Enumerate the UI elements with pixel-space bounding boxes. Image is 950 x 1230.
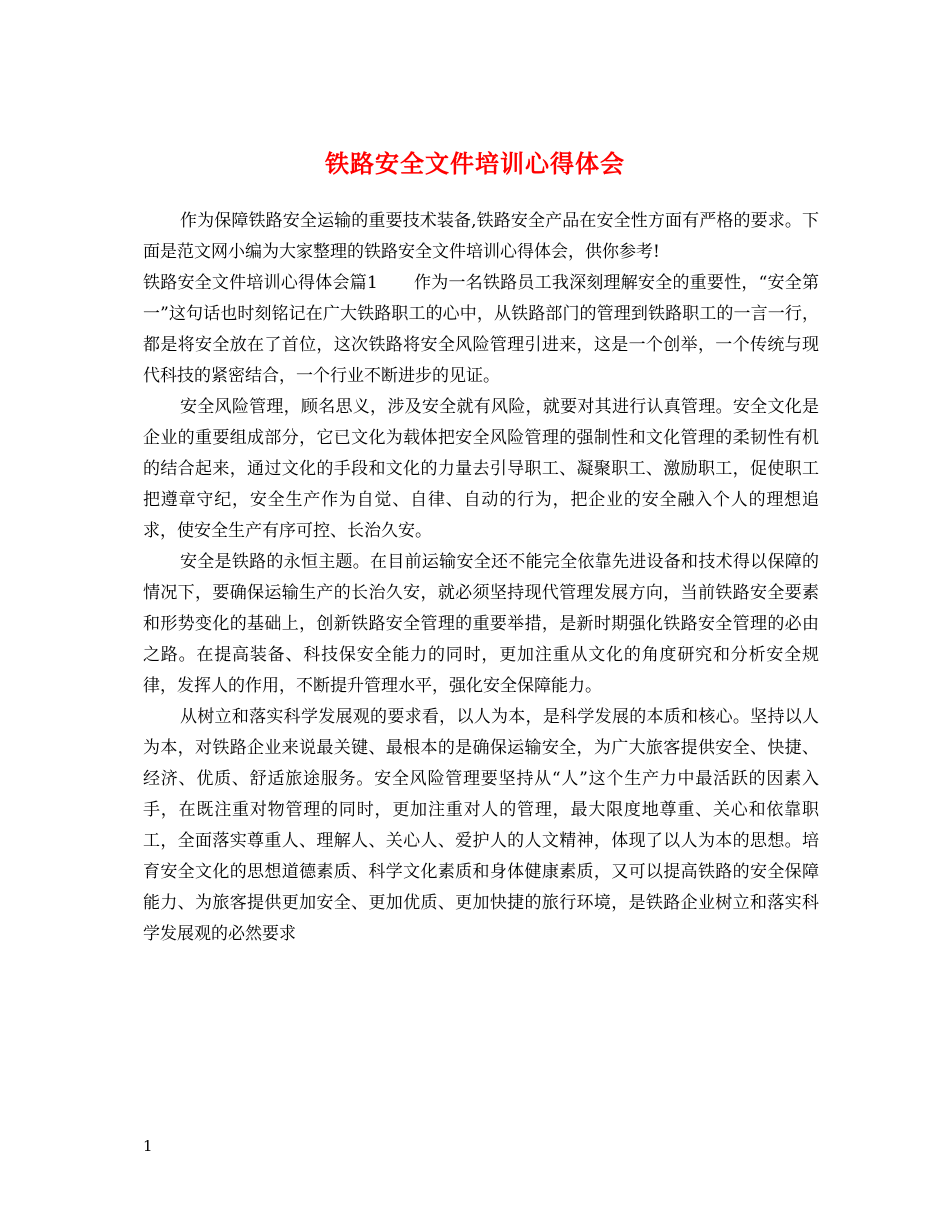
- page-title: 铁路安全文件培训心得体会: [325, 149, 625, 179]
- section-label: 铁路安全文件培训心得体会篇1: [143, 273, 378, 293]
- body-paragraph: 从树立和落实科学发展观的要求看，以人为本，是科学发展的本质和核心。坚持以人为本，对铁路企业来说最关键、最根本的是确保运输安全，为广大旅客提供安全、快捷、经济、优质、舒适旅途服务。安全风险管理要坚持从“人”这个生产力中最活跃的因素入手，在既注重对物管理的同时，更加注重对人的管理，最大限度地尊重、关心和依靠职工，全面落实尊重人、理解人、关心人、爱护人的人文精神，体现了以人为本的思想。培育安全文化的思想道德素质、科学文化素质和身体健康素质，又可以提高铁路的安全保障能力、为旅客提供更加安全、更加优质、更加快捷的旅行环境，是铁路企业树立和落实科学发展观的必然要求: [143, 707, 819, 944]
- body-paragraph: 安全风险管理，顾名思义，涉及安全就有风险，就要对其进行认真管理。安全文化是企业的重要组成部分，它已文化为载体把安全风险管理的强制性和文化管理的柔韧性有机的结合起来，通过文化的手段和文化的力量去引导职工、凝聚职工、激励职工，促使职工把遵章守纪，安全生产作为自觉、自律、自动的行为，把企业的安全融入个人的理想追求，使安全生产有序可控、长治久安。: [143, 397, 819, 541]
- intro-paragraph: 作为保障铁路安全运输的重要技术装备,铁路安全产品在安全性方面有严格的要求。下面是范文网小编为大家整理的铁路安全文件培训心得体会，供你参考!: [143, 211, 819, 262]
- section-text: 作为一名铁路员工我深刻理解安全的重要性，“安全第一”这句话也时刻铭记在广大铁路职工的心中，从铁路部门的管理到铁路职工的一言一行，都是将安全放在了首位，这次铁路将安全风险管理引进来，这是一个创举，一个传统与现代科技的紧密结合，一个行业不断进步的见证。: [143, 273, 819, 386]
- section-paragraph: [143, 268, 819, 392]
- body-paragraph: 安全是铁路的永恒主题。在目前运输安全还不能完全依靠先进设备和技术得以保障的情况下，要确保运输生产的长治久安，就必须坚持现代管理发展方向，当前铁路安全要素和形势变化的基础上，创新铁路安全管理的重要举措，是新时期强化铁路安全管理的必由之路。在提高装备、科技保安全能力的同时，更加注重从文化的角度研究和分析安全规律，发挥人的作用，不断提升管理水平，强化安全保障能力。: [143, 552, 819, 696]
- page-number: 1: [143, 1137, 153, 1155]
- document-body: [143, 206, 819, 950]
